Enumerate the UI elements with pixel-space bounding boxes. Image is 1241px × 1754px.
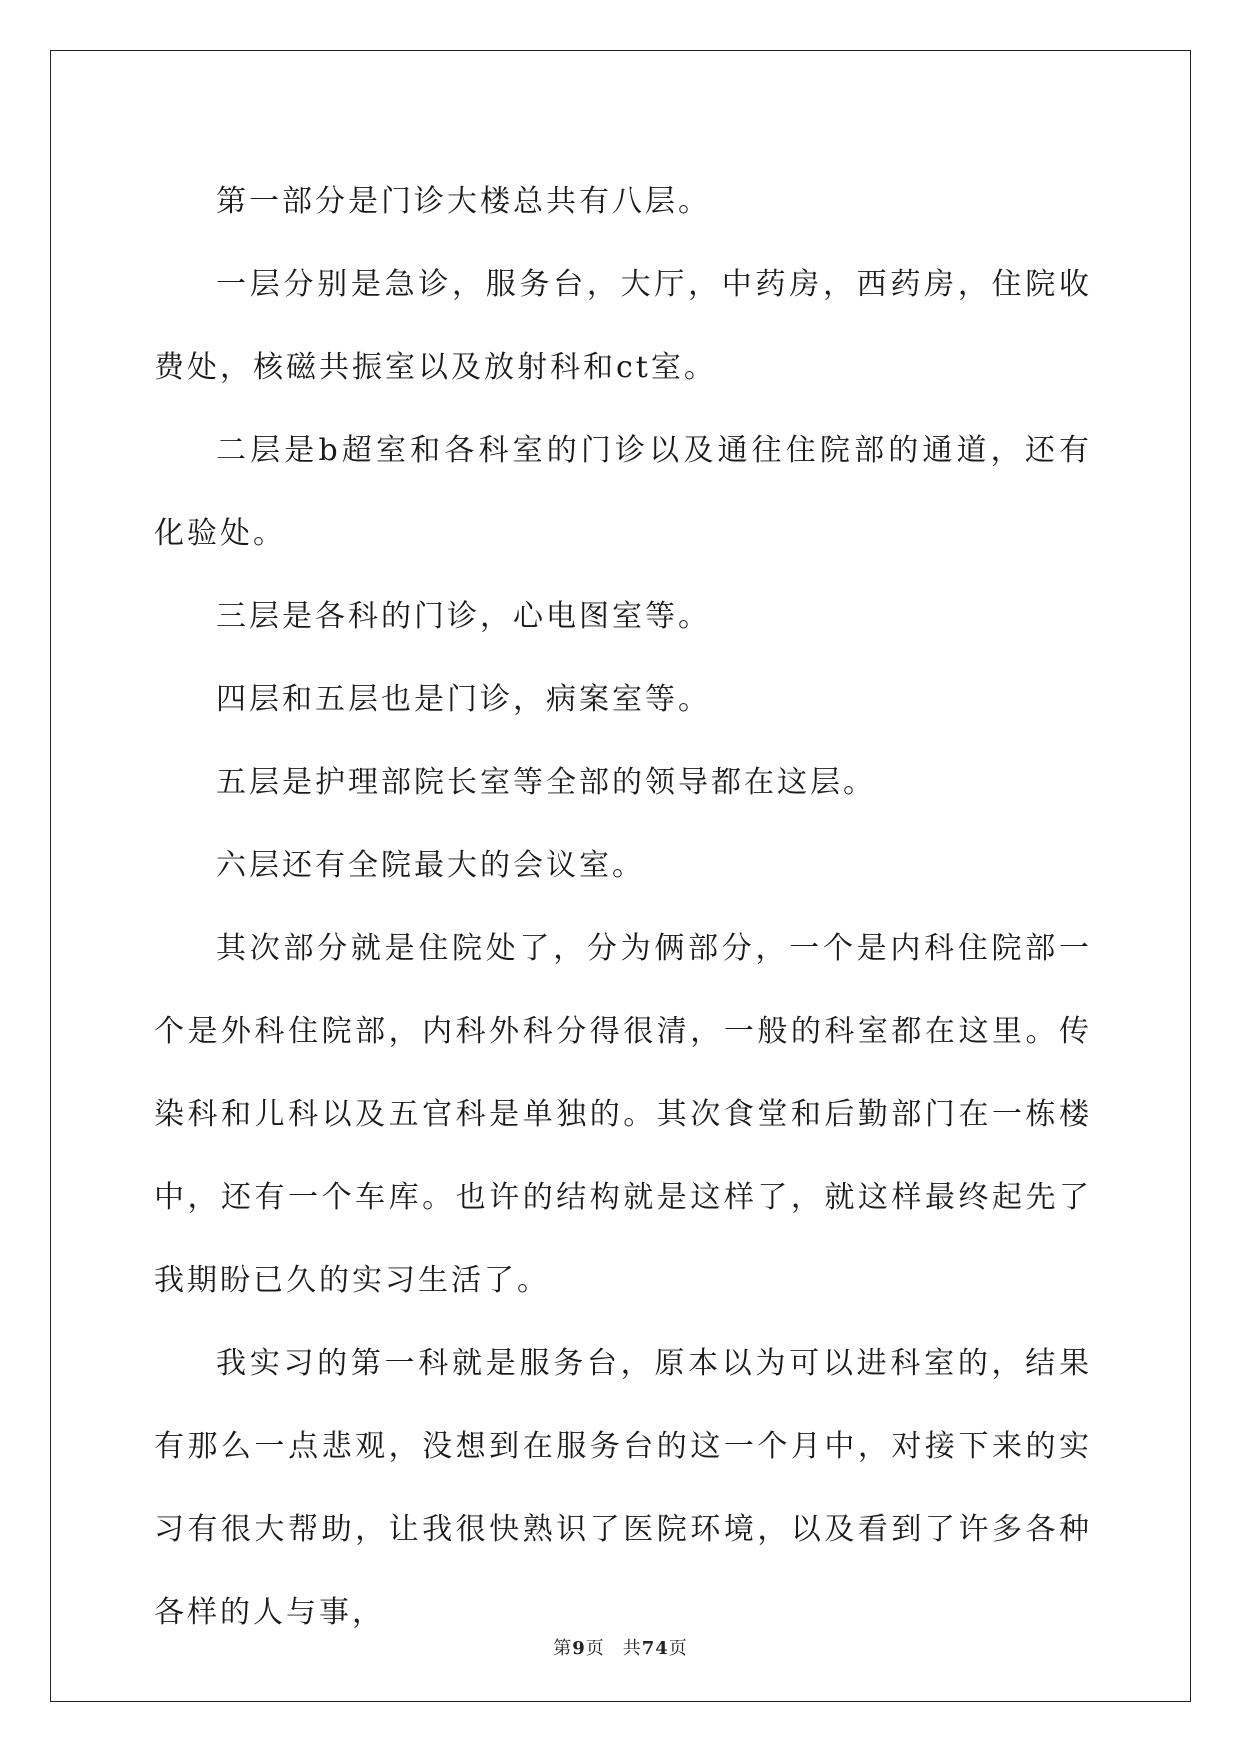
document-body xyxy=(154,160,1092,1654)
total-prefix: 共 xyxy=(622,1638,642,1659)
paragraph: 第一部分是门诊大楼总共有八层。 xyxy=(216,184,711,219)
page-footer xyxy=(0,1634,1241,1660)
paragraph: 五层是护理部院长室等全部的领导都在这层。 xyxy=(216,765,876,800)
paragraph: 三层是各科的门诊，心电图室等。 xyxy=(216,599,711,634)
paragraph: 二层是b超室和各科室的门诊以及通往住院部的通道，还有化验处。 xyxy=(154,433,1092,551)
page-prefix: 第 xyxy=(553,1638,573,1659)
paragraph: 六层还有全院最大的会议室。 xyxy=(216,848,645,883)
page-suffix: 页 xyxy=(585,1638,605,1659)
total-suffix: 页 xyxy=(668,1638,688,1659)
paragraph: 我实习的第一科就是服务台，原本以为可以进科室的，结果有那么一点悲观，没想到在服务台的这一个月中，对接下来的实习有很大帮助，让我很快熟识了医院环境，以及看到了许多各种各样的人与事， xyxy=(154,1346,1092,1630)
total-pages: 74 xyxy=(641,1638,669,1659)
paragraph: 四层和五层也是门诊，病案室等。 xyxy=(216,682,711,717)
page-number: 9 xyxy=(572,1638,586,1659)
paragraph: 一层分别是急诊，服务台，大厅，中药房，西药房，住院收费处，核磁共振室以及放射科和ct室。 xyxy=(154,267,1092,385)
paragraph: 其次部分就是住院处了，分为俩部分，一个是内科住院部一个是外科住院部，内科外科分得很清，一般的科室都在这里。传染科和儿科以及五官科是单独的。其次食堂和后勤部门在一栋楼中，还有一个车库。也许的结构就是这样了，就这样最终起先了我期盼已久的实习生活了。 xyxy=(154,931,1092,1298)
